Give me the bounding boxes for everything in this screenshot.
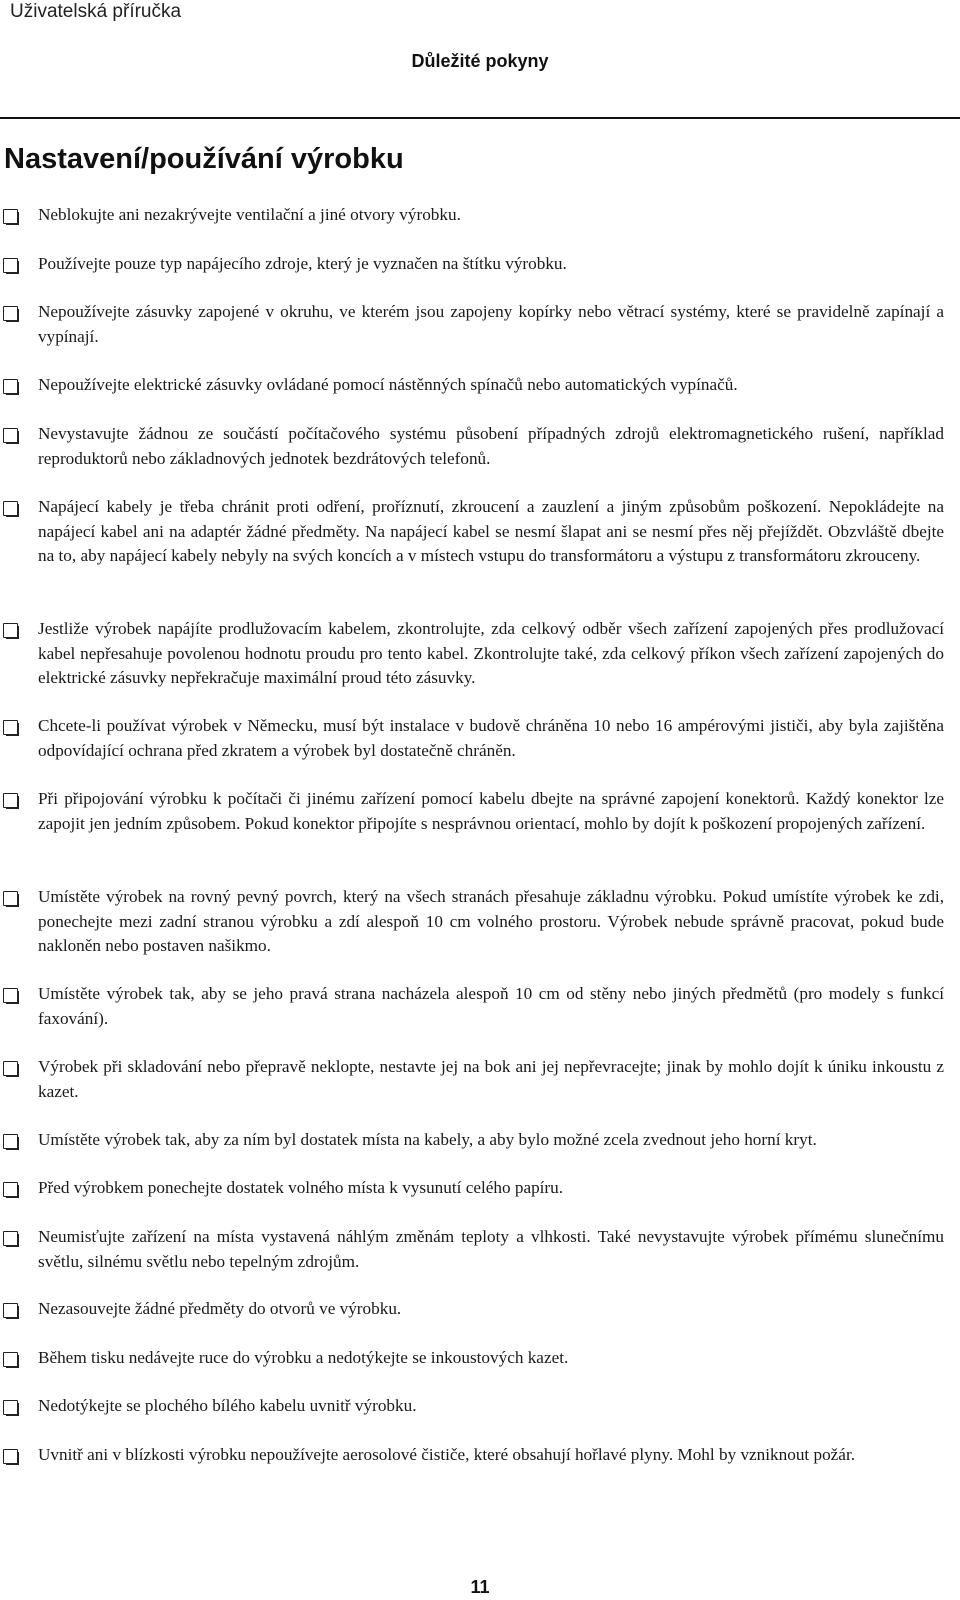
list-item-text: Umístěte výrobek tak, aby za ním byl dostatek místa na kabely, a aby bylo možné zcela zvednout jeho horní kryt. bbox=[38, 1130, 817, 1149]
checkbox-bullet-icon bbox=[3, 793, 18, 808]
list-item-text: Chcete-li používat výrobek v Německu, musí být instalace v budově chráněna 10 nebo 16 ampérovými jističi, aby byla zajištěna odpovídající ochrana před zkratem a výrobek byl dostatečně chráněn. bbox=[38, 716, 944, 760]
list-item-text: Jestliže výrobek napájíte prodlužovacím kabelem, zkontrolujte, zda celkový odběr všech zařízení zapojených přes prodlužovací kabel nepřesahuje povolenou hodnotu proudu pro tento kabel. Zkontrolujte také, zda celkový příkon všech zařízení zapojených do elektrické zásuvky nepřekračuje maximální proud této zásuvky. bbox=[38, 619, 944, 687]
list-item-text: Nevystavujte žádnou ze součástí počítačového systému působení případných zdrojů elektromagnetického rušení, například reproduktorů nebo základnových jednotek bezdrátových telefonů. bbox=[38, 424, 944, 468]
checkbox-bullet-icon bbox=[3, 623, 18, 638]
list-item-text: Neblokujte ani nezakrývejte ventilační a jiné otvory výrobku. bbox=[38, 205, 461, 224]
checkbox-bullet-icon bbox=[3, 1400, 18, 1415]
list-item-text: Používejte pouze typ napájecího zdroje, který je vyznačen na štítku výrobku. bbox=[38, 254, 567, 273]
checkbox-bullet-icon bbox=[3, 428, 18, 443]
list-item-text: Výrobek při skladování nebo přepravě neklopte, nestavte jej na bok ani jej nepřevracejte; jinak by mohlo dojít k úniku inkoustu z kazet. bbox=[38, 1057, 944, 1101]
list-item-text: Nepoužívejte elektrické zásuvky ovládané pomocí nástěnných spínačů nebo automatických vypínačů. bbox=[38, 375, 738, 394]
checkbox-bullet-icon bbox=[3, 1061, 18, 1076]
list-item-text: Nedotýkejte se plochého bílého kabelu uvnitř výrobku. bbox=[38, 1396, 417, 1415]
section-label: Důležité pokyny bbox=[411, 51, 549, 71]
page-heading: Nastavení/používání výrobku bbox=[4, 143, 404, 175]
checkbox-bullet-icon bbox=[3, 1182, 18, 1197]
list-item-text: Nezasouvejte žádné předměty do otvorů ve výrobku. bbox=[38, 1299, 402, 1318]
checkbox-bullet-icon bbox=[3, 891, 18, 906]
list-item-text: Nepoužívejte zásuvky zapojené v okruhu, ve kterém jsou zapojeny kopírky nebo větrací systémy, které se pravidelně zapínají a vypínají. bbox=[38, 302, 944, 346]
checkbox-bullet-icon bbox=[3, 1303, 18, 1318]
page-number: 11 bbox=[470, 1577, 490, 1597]
list-item-text: Napájecí kabely je třeba chránit proti odření, proříznutí, zkroucení a zauzlení a jiným způsobům poškození. Nepokládejte na napájecí kabel ani na adaptér žádné předměty. Na napájecí kabel se nesmí šlapat ani se nesmí přes něj přejíždět. Obzvláště dbejte na to, aby napájecí kabely nebyly na svých koncích a v místech vstupu do transformátoru a výstupu z transformátoru zkrouceny. bbox=[38, 497, 944, 565]
list-item-text: Umístěte výrobek tak, aby se jeho pravá strana nacházela alespoň 10 cm od stěny nebo jiných předmětů (pro modely s funkcí faxování). bbox=[38, 984, 944, 1028]
list-item-text: Před výrobkem ponechejte dostatek volného místa k vysunutí celého papíru. bbox=[38, 1178, 564, 1197]
header-divider bbox=[0, 117, 960, 119]
list-item-text: Umístěte výrobek na rovný pevný povrch, který na všech stranách přesahuje základnu výrobku. Pokud umístíte výrobek ke zdi, ponechejte mezi zadní stranou výrobku a zdí alespoň 10 cm volného prostoru. Výrobek nebude správně pracovat, pokud bude nakloněn nebo postaven našikmo. bbox=[38, 887, 944, 955]
checkbox-bullet-icon bbox=[3, 379, 18, 394]
document-title: Uživatelská příručka bbox=[10, 1, 182, 22]
list-item-text: Uvnitř ani v blízkosti výrobku nepoužívejte aerosolové čističe, které obsahují hořlavé plyny. Mohl by vzniknout požár. bbox=[38, 1445, 856, 1464]
checkbox-bullet-icon bbox=[3, 306, 18, 321]
checkbox-bullet-icon bbox=[3, 720, 18, 735]
checkbox-bullet-icon bbox=[3, 258, 18, 273]
checkbox-bullet-icon bbox=[3, 1134, 18, 1149]
checkbox-bullet-icon bbox=[3, 209, 18, 224]
checkbox-bullet-icon bbox=[3, 501, 18, 516]
checkbox-bullet-icon bbox=[3, 1352, 18, 1367]
list-item-text: Neumisťujte zařízení na místa vystavená náhlým změnám teploty a vlhkosti. Také nevystavujte výrobek přímému slunečnímu světlu, silnému světlu nebo tepelným zdrojům. bbox=[38, 1227, 944, 1271]
list-item-text: Během tisku nedávejte ruce do výrobku a nedotýkejte se inkoustových kazet. bbox=[38, 1348, 569, 1367]
checkbox-bullet-icon bbox=[3, 1449, 18, 1464]
list-item-text: Při připojování výrobku k počítači či jinému zařízení pomocí kabelu dbejte na správné zapojení konektorů. Každý konektor lze zapojit jen jedním způsobem. Pokud konektor připojíte s nesprávnou orientací, mohlo by dojít k poškození propojených zařízení. bbox=[38, 789, 944, 833]
checkbox-bullet-icon bbox=[3, 988, 18, 1003]
checkbox-bullet-icon bbox=[3, 1231, 18, 1246]
